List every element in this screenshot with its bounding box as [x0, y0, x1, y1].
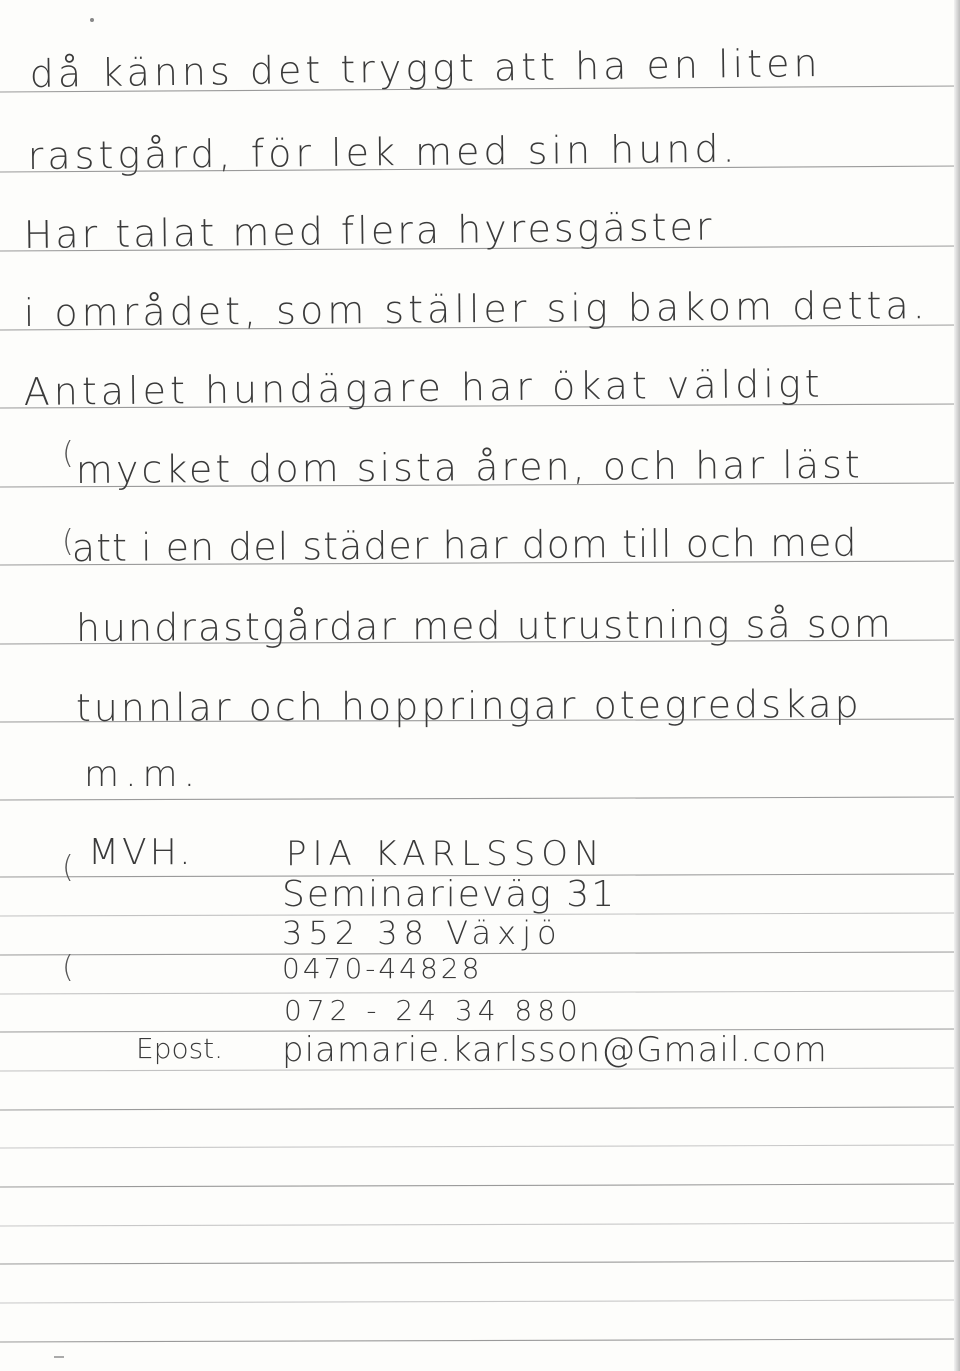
signature-name: PIA KARLSSON — [286, 834, 606, 874]
margin-mark: ( — [62, 524, 74, 559]
letter-line-3: Har talat med flera hyresgäster — [23, 204, 715, 257]
signature-email: piamarie.karlsson@Gmail.com — [282, 1030, 828, 1070]
signature-email-label: Epost. — [136, 1032, 224, 1065]
paper-speck — [90, 18, 94, 22]
letter-line-6: mycket dom sista åren, och har läst — [75, 442, 863, 492]
letter-line-8: hundrastgårdar med utrustning så som — [75, 601, 893, 650]
signature-phone: 0470-44828 — [282, 952, 483, 985]
letter-line-2: rastgård, för lek med sin hund. — [27, 126, 739, 178]
margin-mark: ( — [62, 950, 74, 985]
page-edge-shadow — [954, 0, 960, 1371]
signature-mobile: 072 - 24 34 880 — [284, 994, 583, 1027]
letter-line-10: m.m. — [84, 754, 202, 795]
signature-closing: MVH. — [88, 832, 194, 873]
letter-line-9: tunnlar och hoppringar otegredskap — [75, 681, 862, 730]
signature-street: Seminarieväg 31 — [282, 874, 617, 915]
letter-line-4: i området, som ställer sig bakom detta. — [23, 283, 929, 335]
letter-line-5: Antalet hundägare har ökat väldigt — [23, 361, 824, 414]
letter-line-7: att i en del städer har dom till och med — [71, 520, 858, 570]
paper-speck — [54, 1356, 64, 1358]
signature-postal: 352 38 Växjö — [282, 914, 563, 952]
margin-mark: ( — [62, 436, 74, 471]
letter-line-1: då känns det tryggt att ha en liten — [29, 40, 822, 96]
margin-mark: ( — [62, 850, 74, 885]
